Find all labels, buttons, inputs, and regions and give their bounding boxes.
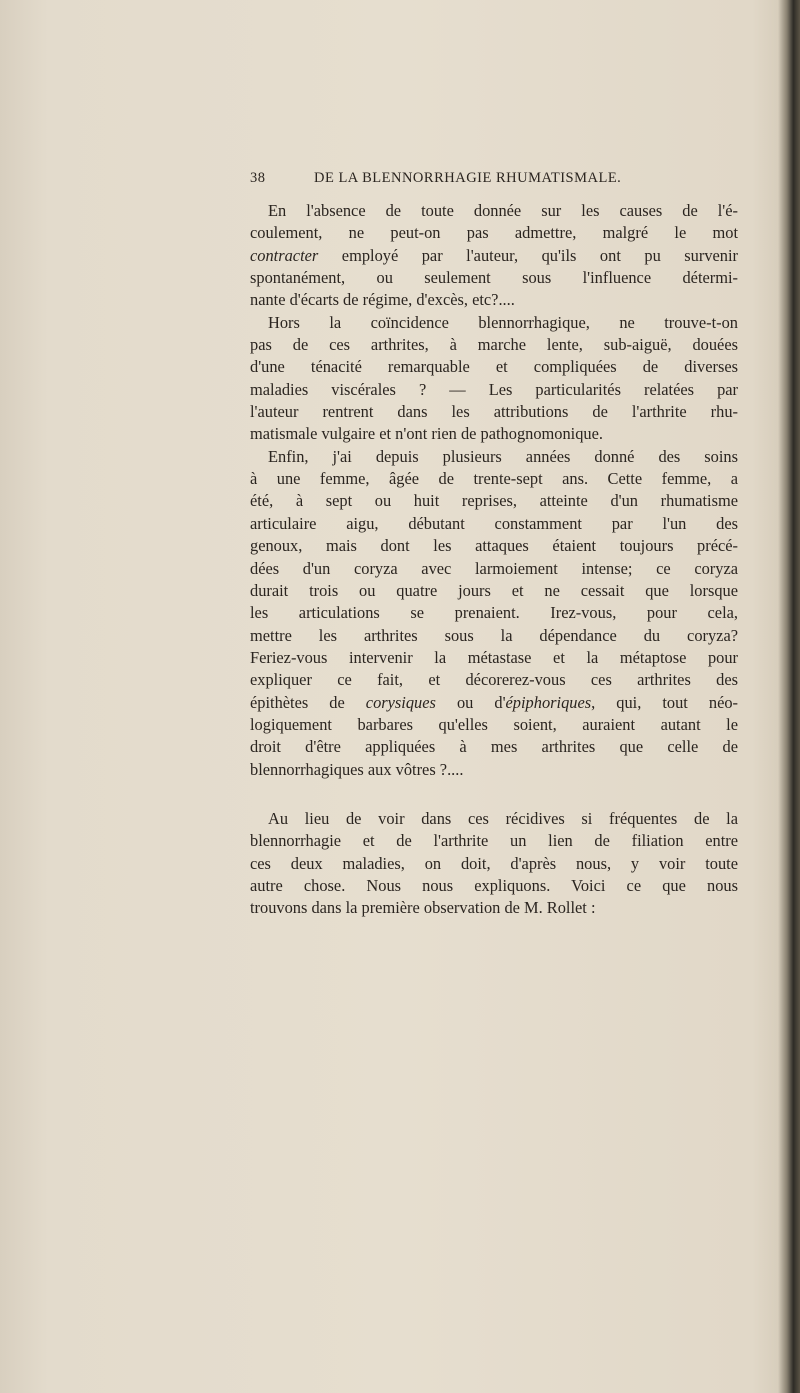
text-line: coulement, ne peut-on pas admettre, malgré le mot (250, 223, 738, 243)
text-line: droit d'être appliquées à mes arthrites que celle de (250, 737, 738, 757)
text-line: Hors la coïncidence blennorrhagique, ne trouve-t-on (268, 312, 738, 332)
text-line: l'auteur rentrent dans les attributions de l'arthrite rhu- (250, 402, 738, 422)
text-line: maladies viscérales ? — Les particularités relatées par (250, 379, 738, 399)
italic-word: épiphoriques (505, 692, 592, 712)
text-line: articulaire aigu, débutant constamment par l'un des (250, 513, 738, 533)
text-line: les articulations se prenaient. Irez-vous, pour cela, (250, 603, 738, 623)
text-line: Feriez-vous intervenir la métastase et la métaptose pour (250, 647, 738, 667)
text-line-with-italic: contracter employé par l'auteur, qu'ils ont pu survenir (250, 245, 738, 265)
text-line: pas de ces arthrites, à marche lente, sub-aiguë, douées (250, 335, 738, 355)
paragraph-gap (250, 781, 738, 808)
text-line: Au lieu de voir dans ces récidives si fréquentes de la (268, 808, 738, 828)
page-number: 38 (250, 170, 266, 186)
italic-word: contracter (250, 245, 319, 265)
text-line: mettre les arthrites sous la dépendance du coryza? (250, 625, 738, 645)
text-line: ces deux maladies, on doit, d'après nous, y voir toute (250, 853, 738, 873)
text-line: été, à sept ou huit reprises, atteinte d'un rhumatisme (250, 491, 738, 511)
text-line: genoux, mais dont les attaques étaient toujours précé- (250, 536, 738, 556)
text-line: trouvons dans la première observation de M. Rollet : (250, 898, 596, 918)
text-line: expliquer ce fait, et décorerez-vous ces arthrites des (250, 670, 738, 690)
text-line: logiquement barbares qu'elles soient, auraient autant le (250, 714, 738, 734)
text-line: d'une ténacité remarquable et compliquées de diverses (250, 357, 738, 377)
body-text (250, 200, 738, 920)
running-header (250, 170, 690, 187)
text-line: Enfin, j'ai depuis plusieurs années donné des soins (268, 446, 738, 466)
page-edge-shadow (778, 0, 800, 1393)
running-head-title: DE LA BLENNORRHAGIE RHUMATISMALE. (314, 170, 622, 186)
text-line-with-italic: épithètes de corysiques ou d'épiphoriques, qui, tout néo- (250, 692, 738, 712)
text-line: spontanément, ou seulement sous l'influence détermi- (250, 268, 738, 288)
text-line: dées d'un coryza avec larmoiement intense; ce coryza (250, 558, 738, 578)
text-line: blennorrhagie et de l'arthrite un lien de filiation entre (250, 831, 738, 851)
text-line: nante d'écarts de régime, d'excès, etc?.... (250, 290, 515, 310)
text-line: En l'absence de toute donnée sur les causes de l'é- (268, 201, 738, 220)
text-line: durait trois ou quatre jours et ne cessait que lorsque (250, 580, 738, 600)
text-line: à une femme, âgée de trente-sept ans. Cette femme, a (250, 469, 738, 489)
text-line: blennorrhagiques aux vôtres ?.... (250, 759, 464, 779)
text-line: autre chose. Nous nous expliquons. Voici ce que nous (250, 875, 738, 895)
text-line: matismale vulgaire et n'ont rien de pathognomonique. (250, 424, 603, 444)
italic-word: corysiques (365, 692, 436, 712)
